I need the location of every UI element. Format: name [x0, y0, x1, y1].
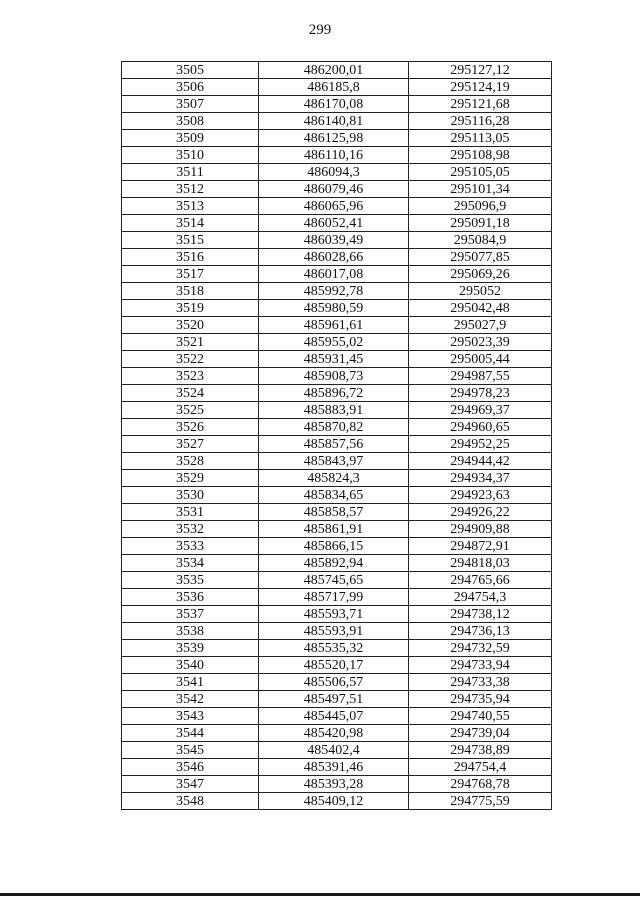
point-number-cell: 3510	[122, 147, 259, 164]
table-row	[122, 130, 552, 147]
point-number-cell: 3546	[122, 759, 259, 776]
y-coordinate-cell: 295101,34	[409, 181, 552, 198]
table-row	[122, 62, 552, 79]
x-coordinate-cell: 485883,91	[259, 402, 409, 419]
table-row	[122, 249, 552, 266]
y-coordinate-cell: 294738,12	[409, 606, 552, 623]
point-number-cell: 3538	[122, 623, 259, 640]
table-row	[122, 521, 552, 538]
y-coordinate-cell: 294733,38	[409, 674, 552, 691]
x-coordinate-cell: 485445,07	[259, 708, 409, 725]
point-number-cell: 3515	[122, 232, 259, 249]
table-row	[122, 79, 552, 96]
point-number-cell: 3518	[122, 283, 259, 300]
y-coordinate-cell: 294732,59	[409, 640, 552, 657]
y-coordinate-cell: 294818,03	[409, 555, 552, 572]
point-number-cell: 3519	[122, 300, 259, 317]
y-coordinate-cell: 295027,9	[409, 317, 552, 334]
point-number-cell: 3514	[122, 215, 259, 232]
point-number-cell: 3544	[122, 725, 259, 742]
x-coordinate-cell: 485497,51	[259, 691, 409, 708]
x-coordinate-cell: 485955,02	[259, 334, 409, 351]
table-row	[122, 300, 552, 317]
y-coordinate-cell: 295084,9	[409, 232, 552, 249]
y-coordinate-cell: 295042,48	[409, 300, 552, 317]
y-coordinate-cell: 294736,13	[409, 623, 552, 640]
y-coordinate-cell: 294765,66	[409, 572, 552, 589]
point-number-cell: 3506	[122, 79, 259, 96]
x-coordinate-cell: 485409,12	[259, 793, 409, 810]
x-coordinate-cell: 485908,73	[259, 368, 409, 385]
table-row	[122, 674, 552, 691]
y-coordinate-cell: 294754,3	[409, 589, 552, 606]
point-number-cell: 3529	[122, 470, 259, 487]
page-number: 299	[308, 22, 332, 38]
point-number-cell: 3505	[122, 62, 259, 79]
point-number-cell: 3524	[122, 385, 259, 402]
table-row	[122, 708, 552, 725]
table-row	[122, 164, 552, 181]
table-row	[122, 181, 552, 198]
point-number-cell: 3537	[122, 606, 259, 623]
x-coordinate-cell: 485745,65	[259, 572, 409, 589]
table-row	[122, 657, 552, 674]
table-row	[122, 725, 552, 742]
point-number-cell: 3545	[122, 742, 259, 759]
table-row	[122, 759, 552, 776]
point-number-cell: 3547	[122, 776, 259, 793]
x-coordinate-cell: 485535,32	[259, 640, 409, 657]
x-coordinate-cell: 485391,46	[259, 759, 409, 776]
x-coordinate-cell: 485931,45	[259, 351, 409, 368]
point-number-cell: 3508	[122, 113, 259, 130]
y-coordinate-cell: 295069,26	[409, 266, 552, 283]
y-coordinate-cell: 294952,25	[409, 436, 552, 453]
x-coordinate-cell: 486140,81	[259, 113, 409, 130]
table-row	[122, 368, 552, 385]
x-coordinate-cell: 486017,08	[259, 266, 409, 283]
y-coordinate-cell: 295116,28	[409, 113, 552, 130]
x-coordinate-cell: 485961,61	[259, 317, 409, 334]
table-row	[122, 555, 552, 572]
y-coordinate-cell: 294926,22	[409, 504, 552, 521]
point-number-cell: 3511	[122, 164, 259, 181]
y-coordinate-cell: 294735,94	[409, 691, 552, 708]
table-row	[122, 572, 552, 589]
point-number-cell: 3520	[122, 317, 259, 334]
x-coordinate-cell: 486125,98	[259, 130, 409, 147]
y-coordinate-cell: 294768,78	[409, 776, 552, 793]
x-coordinate-cell: 485834,65	[259, 487, 409, 504]
y-coordinate-cell: 294969,37	[409, 402, 552, 419]
x-coordinate-cell: 486028,66	[259, 249, 409, 266]
y-coordinate-cell: 294740,55	[409, 708, 552, 725]
table-row	[122, 419, 552, 436]
x-coordinate-cell: 485520,17	[259, 657, 409, 674]
y-coordinate-cell: 294934,37	[409, 470, 552, 487]
x-coordinate-cell: 486065,96	[259, 198, 409, 215]
y-coordinate-cell: 294739,04	[409, 725, 552, 742]
point-number-cell: 3521	[122, 334, 259, 351]
y-coordinate-cell: 294987,55	[409, 368, 552, 385]
x-coordinate-cell: 485992,78	[259, 283, 409, 300]
x-coordinate-cell: 485896,72	[259, 385, 409, 402]
table-row	[122, 385, 552, 402]
point-number-cell: 3513	[122, 198, 259, 215]
point-number-cell: 3542	[122, 691, 259, 708]
point-number-cell: 3522	[122, 351, 259, 368]
x-coordinate-cell: 485870,82	[259, 419, 409, 436]
point-number-cell: 3517	[122, 266, 259, 283]
y-coordinate-cell: 294960,65	[409, 419, 552, 436]
y-coordinate-cell: 294978,23	[409, 385, 552, 402]
y-coordinate-cell: 295077,85	[409, 249, 552, 266]
y-coordinate-cell: 294923,63	[409, 487, 552, 504]
point-number-cell: 3536	[122, 589, 259, 606]
point-number-cell: 3531	[122, 504, 259, 521]
x-coordinate-cell: 485402,4	[259, 742, 409, 759]
coordinates-table-body	[122, 62, 552, 810]
table-row	[122, 96, 552, 113]
table-row	[122, 147, 552, 164]
y-coordinate-cell: 295108,98	[409, 147, 552, 164]
x-coordinate-cell: 485506,57	[259, 674, 409, 691]
point-number-cell: 3523	[122, 368, 259, 385]
point-number-cell: 3527	[122, 436, 259, 453]
point-number-cell: 3526	[122, 419, 259, 436]
x-coordinate-cell: 485843,97	[259, 453, 409, 470]
y-coordinate-cell: 294872,91	[409, 538, 552, 555]
point-number-cell: 3539	[122, 640, 259, 657]
point-number-cell: 3543	[122, 708, 259, 725]
y-coordinate-cell: 294754,4	[409, 759, 552, 776]
x-coordinate-cell: 485717,99	[259, 589, 409, 606]
y-coordinate-cell: 295096,9	[409, 198, 552, 215]
table-row	[122, 232, 552, 249]
table-row	[122, 266, 552, 283]
y-coordinate-cell: 294733,94	[409, 657, 552, 674]
y-coordinate-cell: 294944,42	[409, 453, 552, 470]
x-coordinate-cell: 485593,71	[259, 606, 409, 623]
x-coordinate-cell: 485857,56	[259, 436, 409, 453]
point-number-cell: 3541	[122, 674, 259, 691]
x-coordinate-cell: 486039,49	[259, 232, 409, 249]
y-coordinate-cell: 294909,88	[409, 521, 552, 538]
y-coordinate-cell: 294775,59	[409, 793, 552, 810]
table-row	[122, 470, 552, 487]
point-number-cell: 3532	[122, 521, 259, 538]
table-row	[122, 283, 552, 300]
y-coordinate-cell: 295124,19	[409, 79, 552, 96]
coordinates-table	[121, 61, 552, 810]
table-row	[122, 504, 552, 521]
table-row	[122, 776, 552, 793]
table-row	[122, 691, 552, 708]
table-row	[122, 215, 552, 232]
y-coordinate-cell: 295052	[409, 283, 552, 300]
x-coordinate-cell: 486200,01	[259, 62, 409, 79]
x-coordinate-cell: 486079,46	[259, 181, 409, 198]
x-coordinate-cell: 486110,16	[259, 147, 409, 164]
table-row	[122, 453, 552, 470]
x-coordinate-cell: 485866,15	[259, 538, 409, 555]
y-coordinate-cell: 295005,44	[409, 351, 552, 368]
x-coordinate-cell: 486185,8	[259, 79, 409, 96]
x-coordinate-cell: 485980,59	[259, 300, 409, 317]
point-number-cell: 3525	[122, 402, 259, 419]
table-row	[122, 640, 552, 657]
table-row	[122, 742, 552, 759]
y-coordinate-cell: 294738,89	[409, 742, 552, 759]
point-number-cell: 3535	[122, 572, 259, 589]
point-number-cell: 3534	[122, 555, 259, 572]
x-coordinate-cell: 485420,98	[259, 725, 409, 742]
y-coordinate-cell: 295105,05	[409, 164, 552, 181]
point-number-cell: 3512	[122, 181, 259, 198]
point-number-cell: 3507	[122, 96, 259, 113]
point-number-cell: 3548	[122, 793, 259, 810]
table-row	[122, 334, 552, 351]
table-row	[122, 538, 552, 555]
table-row	[122, 436, 552, 453]
point-number-cell: 3540	[122, 657, 259, 674]
x-coordinate-cell: 486170,08	[259, 96, 409, 113]
table-row	[122, 402, 552, 419]
table-row	[122, 113, 552, 130]
point-number-cell: 3530	[122, 487, 259, 504]
x-coordinate-cell: 485861,91	[259, 521, 409, 538]
y-coordinate-cell: 295127,12	[409, 62, 552, 79]
table-row	[122, 606, 552, 623]
x-coordinate-cell: 486052,41	[259, 215, 409, 232]
y-coordinate-cell: 295121,68	[409, 96, 552, 113]
x-coordinate-cell: 485892,94	[259, 555, 409, 572]
point-number-cell: 3528	[122, 453, 259, 470]
table-row	[122, 351, 552, 368]
x-coordinate-cell: 485858,57	[259, 504, 409, 521]
bottom-rule	[0, 893, 640, 896]
y-coordinate-cell: 295023,39	[409, 334, 552, 351]
point-number-cell: 3533	[122, 538, 259, 555]
table-row	[122, 317, 552, 334]
point-number-cell: 3516	[122, 249, 259, 266]
table-row	[122, 589, 552, 606]
table-row	[122, 198, 552, 215]
x-coordinate-cell: 485593,91	[259, 623, 409, 640]
x-coordinate-cell: 486094,3	[259, 164, 409, 181]
x-coordinate-cell: 485393,28	[259, 776, 409, 793]
y-coordinate-cell: 295091,18	[409, 215, 552, 232]
table-row	[122, 487, 552, 504]
point-number-cell: 3509	[122, 130, 259, 147]
y-coordinate-cell: 295113,05	[409, 130, 552, 147]
table-row	[122, 623, 552, 640]
table-row	[122, 793, 552, 810]
x-coordinate-cell: 485824,3	[259, 470, 409, 487]
